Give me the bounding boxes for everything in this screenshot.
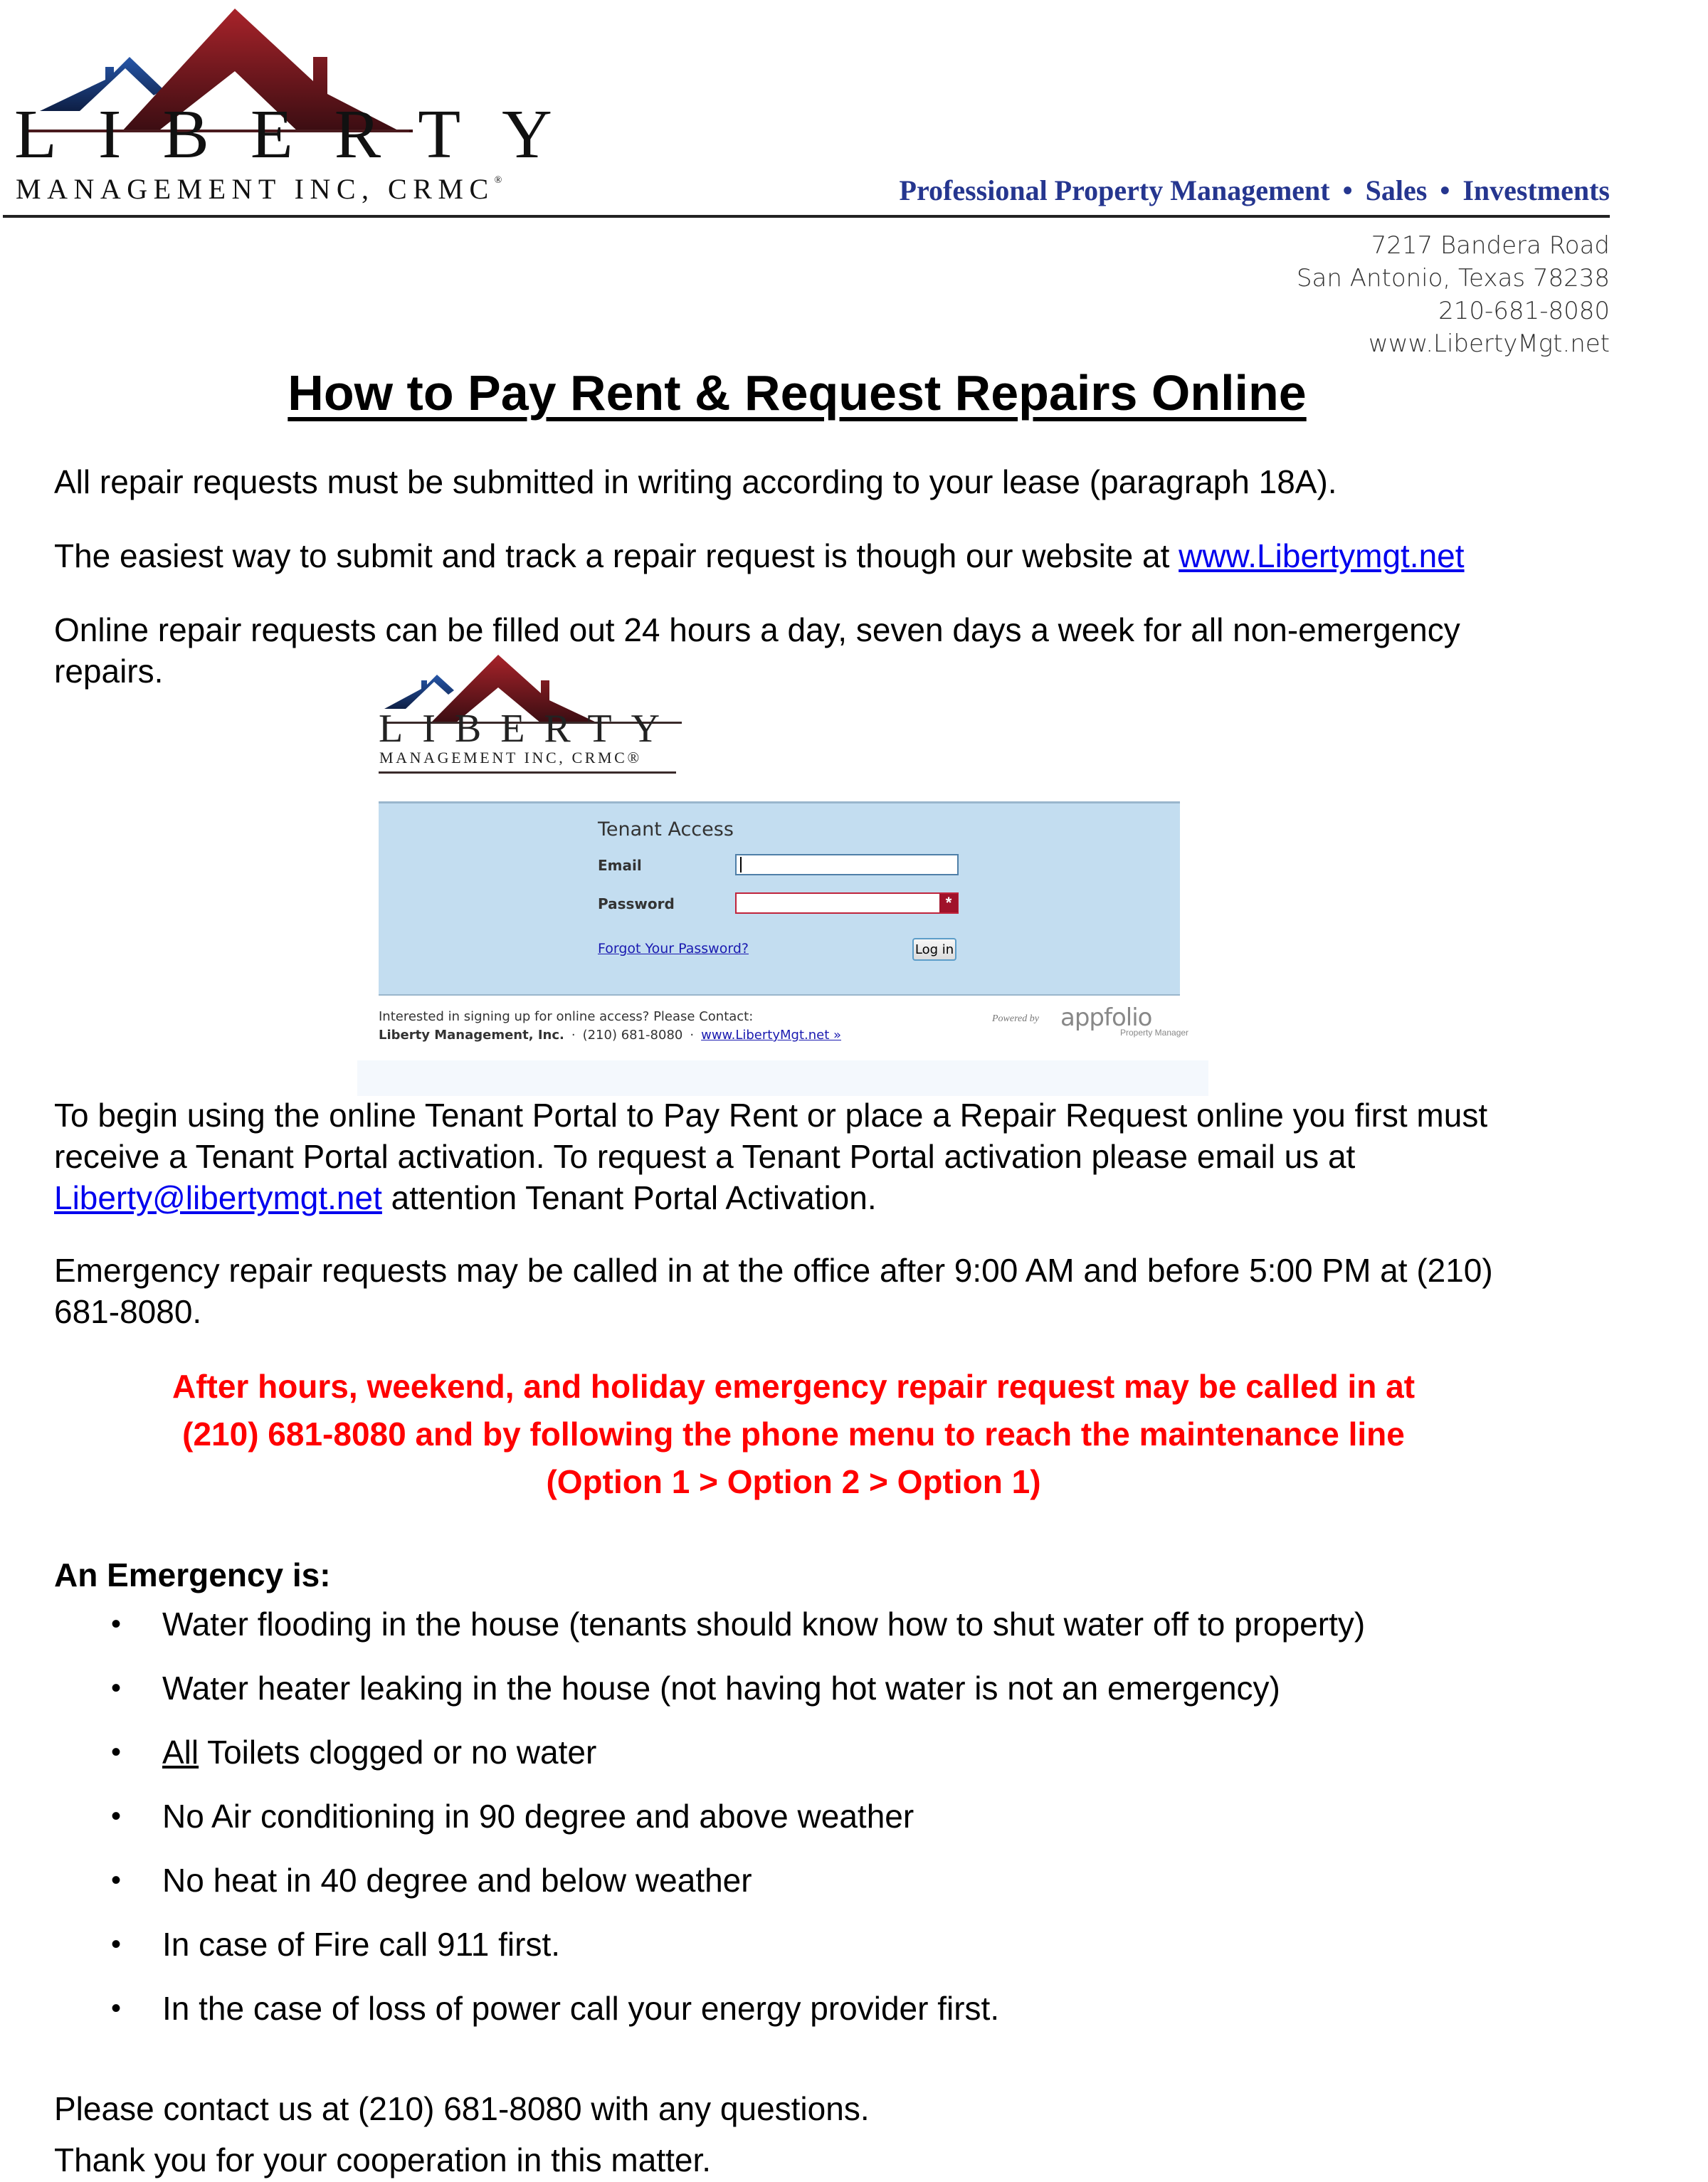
- company-address: [1297, 229, 1610, 360]
- closing-contact: Please contact us at (210) 681-8080 with any questions.: [54, 2090, 870, 2127]
- bullet-icon: •: [111, 1993, 122, 2024]
- email-field[interactable]: [735, 854, 959, 875]
- paragraph-portal-activation: To begin using the online Tenant Portal to Pay Rent or place a Repair Request online you first must receive a Tenant Portal activation. To request a Tenant Portal activation please email us at Liberty@libertymgt.net attention Tenant Portal Activation.: [54, 1097, 1488, 1216]
- after-hours-line: After hours, weekend, and holiday emergency repair request may be called in at: [172, 1368, 1416, 1405]
- paragraph-office-emergency: Emergency repair requests may be called in at the office after 9:00 AM and before 5:00 PM at (210) 681-8080.: [54, 1252, 1493, 1330]
- portal-contact-line: Liberty Management, Inc. · (210) 681-8080 · www.LibertyMgt.net »: [379, 1028, 841, 1043]
- emergency-list: [54, 1604, 1549, 2052]
- text-caret: [740, 857, 742, 873]
- list-item: • All Toilets clogged or no water: [111, 1734, 597, 1771]
- address-city: San Antonio, Texas 78238: [1296, 264, 1610, 292]
- paragraph-website: The easiest way to submit and track a repair request is though our website at www.Libertymgt.net: [54, 537, 1465, 574]
- logo-subline: MANAGEMENT INC, CRMC®: [16, 173, 502, 205]
- portal-company-name: Liberty Management, Inc.: [379, 1028, 564, 1043]
- logo-wordmark: LIBERTY: [14, 96, 594, 173]
- paragraph-online-hours: Online repair requests can be filled out 24 hours a day, seven days a week for all non-emergency repairs.: [54, 611, 1460, 690]
- header-divider: [3, 215, 1610, 218]
- portal-website-link[interactable]: www.LibertyMgt.net »: [701, 1028, 841, 1043]
- password-label: Password: [598, 895, 675, 912]
- page-title: How to Pay Rent & Request Repairs Online: [288, 365, 1307, 421]
- tenant-access-title: Tenant Access: [598, 818, 734, 840]
- tagline: Professional Property Management • Sales • Investments: [899, 174, 1610, 206]
- list-item: • In the case of loss of power call your energy provider first.: [111, 1990, 1000, 2027]
- bullet-icon: •: [111, 1736, 122, 1768]
- list-item: • Water heater leaking in the house (not having hot water is not an emergency): [111, 1670, 1280, 1707]
- after-hours-line: (Option 1 > Option 2 > Option 1): [546, 1463, 1041, 1500]
- appfolio-subtitle: Property Manager: [1120, 1028, 1189, 1038]
- screenshot-bottom-band: [357, 1060, 1208, 1096]
- email-label: Email: [598, 857, 642, 874]
- website-link[interactable]: www.Libertymgt.net: [1179, 537, 1465, 574]
- list-item: • Water flooding in the house (tenants should know how to shut water off to property): [111, 1606, 1366, 1643]
- list-item: • No Air conditioning in 90 degree and above weather: [111, 1798, 914, 1835]
- bullet-icon: •: [111, 1608, 122, 1640]
- login-button[interactable]: Log in: [912, 938, 956, 961]
- list-item: • No heat in 40 degree and below weather: [111, 1862, 752, 1899]
- required-asterisk-icon: *: [939, 894, 958, 912]
- list-item: • In case of Fire call 911 first.: [111, 1926, 561, 1963]
- appfolio-logo: appfolio: [1060, 1003, 1152, 1032]
- powered-by-label: Powered by: [992, 1013, 1039, 1024]
- address-website: www.LibertyMgt.net: [1368, 330, 1610, 358]
- email-link[interactable]: Liberty@libertymgt.net: [54, 1179, 382, 1216]
- bullet-icon: •: [111, 1929, 122, 1960]
- bullet-icon: •: [111, 1865, 122, 1896]
- bullet-icon: •: [111, 1801, 122, 1832]
- signup-prompt: Interested in signing up for online access? Please Contact:: [379, 1009, 754, 1024]
- after-hours-line: (210) 681-8080 and by following the phone menu to reach the maintenance line: [182, 1416, 1405, 1453]
- after-hours-notice: [0, 1363, 1587, 1506]
- portal-logo-divider: [379, 771, 676, 774]
- bullet-icon: •: [111, 1672, 122, 1704]
- address-phone: 210-681-8080: [1438, 297, 1610, 325]
- portal-logo-wordmark: LIBERTY: [379, 707, 680, 751]
- closing-thanks: Thank you for your cooperation in this matter.: [54, 2141, 712, 2178]
- paragraph-written-requests: All repair requests must be submitted in writing according to your lease (paragraph 18A).: [54, 463, 1337, 500]
- portal-logo-subline: MANAGEMENT INC, CRMC®: [379, 749, 642, 766]
- password-field[interactable]: [735, 892, 959, 914]
- forgot-password-link[interactable]: Forgot Your Password?: [598, 941, 749, 956]
- address-street: 7217 Bandera Road: [1371, 231, 1610, 260]
- emergency-heading: An Emergency is:: [54, 1556, 331, 1593]
- portal-phone: (210) 681-8080: [582, 1028, 683, 1043]
